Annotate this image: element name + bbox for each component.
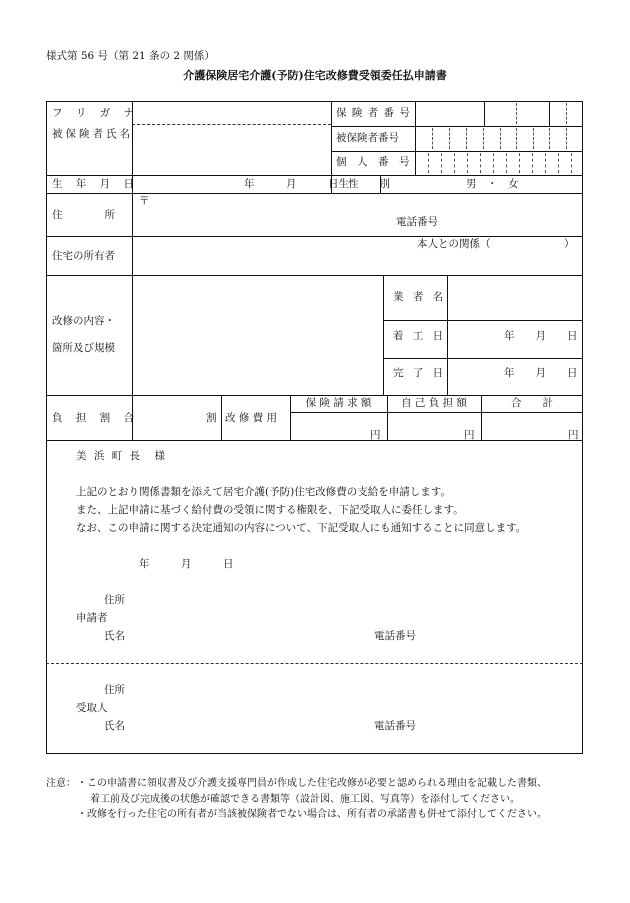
owner-label: 住宅の所有者 xyxy=(52,250,115,262)
furigana-label: フ リ ガ ナ xyxy=(52,107,140,119)
total-label: 合 計 xyxy=(511,397,553,409)
declaration-line-2: また、上記申請に基づく給付費の受領に関する権限を、下記受取人に委任します。 xyxy=(76,504,464,516)
birth-date-label: 生 年 月 日 xyxy=(52,178,140,190)
addressee: 美 浜 町 長 様 xyxy=(76,450,168,462)
relation-label: 本人との関係（ ） xyxy=(417,238,575,250)
self-pay-label: 自 己 負 担 額 xyxy=(401,397,467,409)
recipient-address-label: 住所 xyxy=(104,684,125,696)
ratio-unit: 割 xyxy=(206,412,217,424)
contractor-label: 業 者 名 xyxy=(393,291,447,303)
notes-line-2: 着工前及び完成後の状態が確認できる書類等（設計図、施工図、写真等）を添付してください。 xyxy=(90,794,520,805)
form-number: 様式第 56 号（第 21 条の 2 関係） xyxy=(46,50,215,62)
form-frame xyxy=(46,101,583,754)
applicant-label: 申請者 xyxy=(76,612,108,624)
address-phone-label: 電話番号 xyxy=(396,216,438,228)
personal-number-label: 個 人 番 号 xyxy=(336,156,410,168)
recipient-name-label: 氏名 xyxy=(104,720,125,732)
insured-name-label: 被保険者氏名 xyxy=(52,128,133,140)
declaration-line-3: なお、この申請に関する決定通知の内容について、下記受取人にも通知することに同意します。 xyxy=(76,522,527,534)
sex-options: 男 ・ 女 xyxy=(466,178,519,190)
start-date-label: 着 工 日 xyxy=(393,330,447,342)
start-date-fill: 年 月 日 xyxy=(504,330,578,342)
yen-total: 円 xyxy=(568,429,579,441)
renovation-label-2: 箇所及び規模 xyxy=(52,342,115,354)
yen-insurance: 円 xyxy=(370,429,381,441)
renovation-cost-label: 改 修 費 用 xyxy=(225,412,278,424)
insurer-number-label: 保 険 者 番 号 xyxy=(336,107,411,119)
address-label: 住 所 xyxy=(52,209,115,221)
declaration-line-1: 上記のとおり関係書類を添えて居宅介護(予防)住宅改修費の支給を申請します。 xyxy=(76,486,451,498)
birth-date-fill: 年 月 日生 xyxy=(244,178,349,190)
applicant-phone-label: 電話番号 xyxy=(374,630,416,642)
recipient-label: 受取人 xyxy=(76,702,108,714)
date-line: 年 月 日 xyxy=(139,558,234,570)
applicant-name-label: 氏名 xyxy=(104,630,125,642)
notes-line-1: ・この申請書に領収書及び介護支援専門員が作成した住宅改修が必要と認められる理由を記載した書類、 xyxy=(77,778,547,789)
burden-ratio-label: 負 担 割 合 xyxy=(52,412,140,424)
page-title: 介護保険居宅介護(予防)住宅改修費受領委任払申請書 xyxy=(183,69,447,82)
notes-line-3: ・改修を行った住宅の所有者が当該被保険者でない場合は、所有者の承諾書も併せて添付してください。 xyxy=(77,809,547,820)
applicant-address-label: 住所 xyxy=(104,594,125,606)
recipient-phone-label: 電話番号 xyxy=(374,720,416,732)
sex-label: 性 別 xyxy=(348,178,390,190)
notes-prefix: 注意： xyxy=(46,778,76,789)
complete-date-label: 完 了 日 xyxy=(393,367,447,379)
insured-number-label: 被保険者番号 xyxy=(336,132,399,144)
postal-mark: 〒 xyxy=(139,195,150,207)
insurance-claim-label: 保 険 請 求 額 xyxy=(305,397,372,409)
complete-date-fill: 年 月 日 xyxy=(504,367,578,379)
renovation-label-1: 改修の内容・ xyxy=(52,315,115,327)
yen-self-pay: 円 xyxy=(464,429,475,441)
